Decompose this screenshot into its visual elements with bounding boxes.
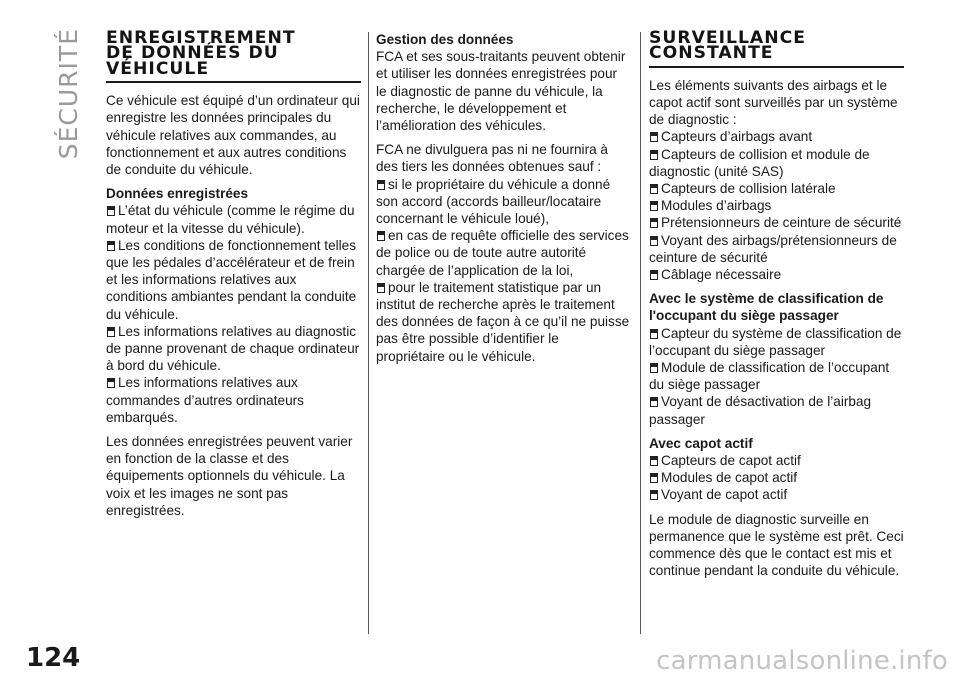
- subheading: Données enregistrées: [106, 186, 249, 202]
- list-item: en cas de requête officielle des services de police ou de toute autre autorité chargée de l’application de la loi,: [376, 228, 629, 278]
- intro-paragraph: Ce véhicule est équipé d’un ordinateur qui enregistre les données principales du véhicule relatives aux commandes, au fonctionnement et aux autres conditions de conduite du véhicule.: [106, 93, 360, 178]
- outro-paragraph: Les données enregistrées peuvent varier en fonction de la classe et des équipements optionnels du véhicule. La voix et les images ne sont pas enregistrées.: [106, 434, 353, 518]
- heading-line: CONSTANTE: [649, 43, 774, 64]
- subheading: Avec capot actif: [649, 435, 753, 451]
- list-item: L’état du véhicule (comme le régime du moteur et la vitesse du véhicule).: [106, 203, 355, 236]
- list-item: pour le traitement statistique par un institut de recherche après le traitement des données de façon à ce qu’il ne puisse pas être possible d’identifier le propriétaire ou le véhicule.: [376, 279, 630, 364]
- section-heading: [649, 28, 904, 68]
- heading-line: VÉHICULE: [106, 58, 210, 79]
- list-item: Les informations relatives aux commandes d’autres ordinateurs embarqués.: [106, 375, 304, 425]
- list-item: Les informations relatives au diagnostic de panne provenant de chaque ordinateur à bord du véhicule.: [106, 323, 360, 374]
- bullet-icon: [650, 236, 658, 246]
- watermark[interactable]: carmanualsonline.info: [656, 646, 948, 676]
- list-item: Capteurs de capot actif: [649, 452, 904, 469]
- list-item: Module de classification de l’occupant du siège passager: [649, 360, 890, 393]
- section-heading: [106, 28, 361, 83]
- bullet-icon: [107, 241, 115, 251]
- column-monitoring: [649, 28, 904, 587]
- section-label: SÉCURITÉ: [54, 28, 83, 160]
- paragraph: FCA ne divulguera pas ni ne fournira à des tiers les données obtenues sauf :: [376, 142, 608, 175]
- bullet-icon: [650, 456, 658, 466]
- outro-paragraph: Le module de diagnostic surveille en permanence que le système est prêt. Ceci commence dès que le contact est mis et continue pendant la conduite du véhicule.: [649, 511, 904, 579]
- intro-paragraph: Les éléments suivants des airbags et le capot actif sont surveillés par un système de diagnostic :: [649, 77, 898, 128]
- list-item: Câblage nécessaire: [649, 266, 904, 283]
- bullet-icon: [107, 378, 115, 388]
- heading-line: ENREGISTREMENT: [106, 28, 296, 48]
- list-item: Prétensionneurs de ceinture de sécurité: [649, 214, 904, 231]
- bullet-icon: [377, 283, 385, 293]
- list-item: Voyant des airbags/prétensionneurs de ceinture de sécurité: [649, 232, 897, 265]
- bullet-icon: [650, 473, 658, 483]
- bullet-icon: [650, 329, 658, 339]
- list-item: Capteurs de collision latérale: [649, 180, 904, 197]
- page-number: 124: [26, 643, 81, 673]
- list-item: Capteurs de collision et module de diagnostic (unité SAS): [649, 146, 870, 179]
- subheading: Gestion des données: [376, 32, 514, 47]
- bullet-icon: [650, 270, 658, 280]
- bullet-icon: [650, 201, 658, 211]
- bullet-icon: [650, 490, 658, 500]
- bullet-icon: [650, 397, 658, 407]
- bullet-icon: [650, 150, 658, 160]
- bullet-icon: [650, 132, 658, 142]
- column-divider: [640, 32, 641, 634]
- bullet-icon: [377, 231, 385, 241]
- subheading: Avec le système de classification de l'occupant du siège passager: [649, 291, 884, 324]
- column-data-management: [376, 31, 631, 365]
- list-item: Voyant de capot actif: [649, 486, 904, 503]
- column-data-recording: [106, 28, 361, 526]
- heading-line: SURVEILLANCE: [649, 28, 806, 48]
- list-item: Les conditions de fonctionnement telles que les pédales d’accélérateur et de frein et les informations relatives aux conditions ambiantes pendant la conduite du véhicule.: [106, 237, 357, 322]
- paragraph: FCA et ses sous-traitants peuvent obtenir et utiliser les données enregistrées pour le diagnostic de panne du véhicule, la recherche, le développement et l’amélioration des véhicules.: [376, 49, 626, 134]
- bullet-icon: [650, 184, 658, 194]
- bullet-icon: [650, 218, 658, 228]
- bullet-icon: [377, 180, 385, 190]
- heading-line: DE DONNÉES DU: [106, 43, 279, 64]
- list-item: Capteur du système de classification de l’occupant du siège passager: [649, 325, 902, 358]
- list-item: Voyant de désactivation de l’airbag passager: [649, 394, 872, 427]
- list-item: si le propriétaire du véhicule a donné son accord (accords bailleur/locataire concernant le véhicule loué),: [376, 176, 611, 227]
- bullet-icon: [107, 327, 115, 337]
- list-item: Capteurs d’airbags avant: [649, 128, 904, 145]
- bullet-icon: [650, 363, 658, 373]
- list-item: Modules de capot actif: [649, 469, 904, 486]
- list-item: Modules d’airbags: [649, 197, 904, 214]
- bullet-icon: [107, 206, 115, 216]
- column-divider: [368, 32, 369, 634]
